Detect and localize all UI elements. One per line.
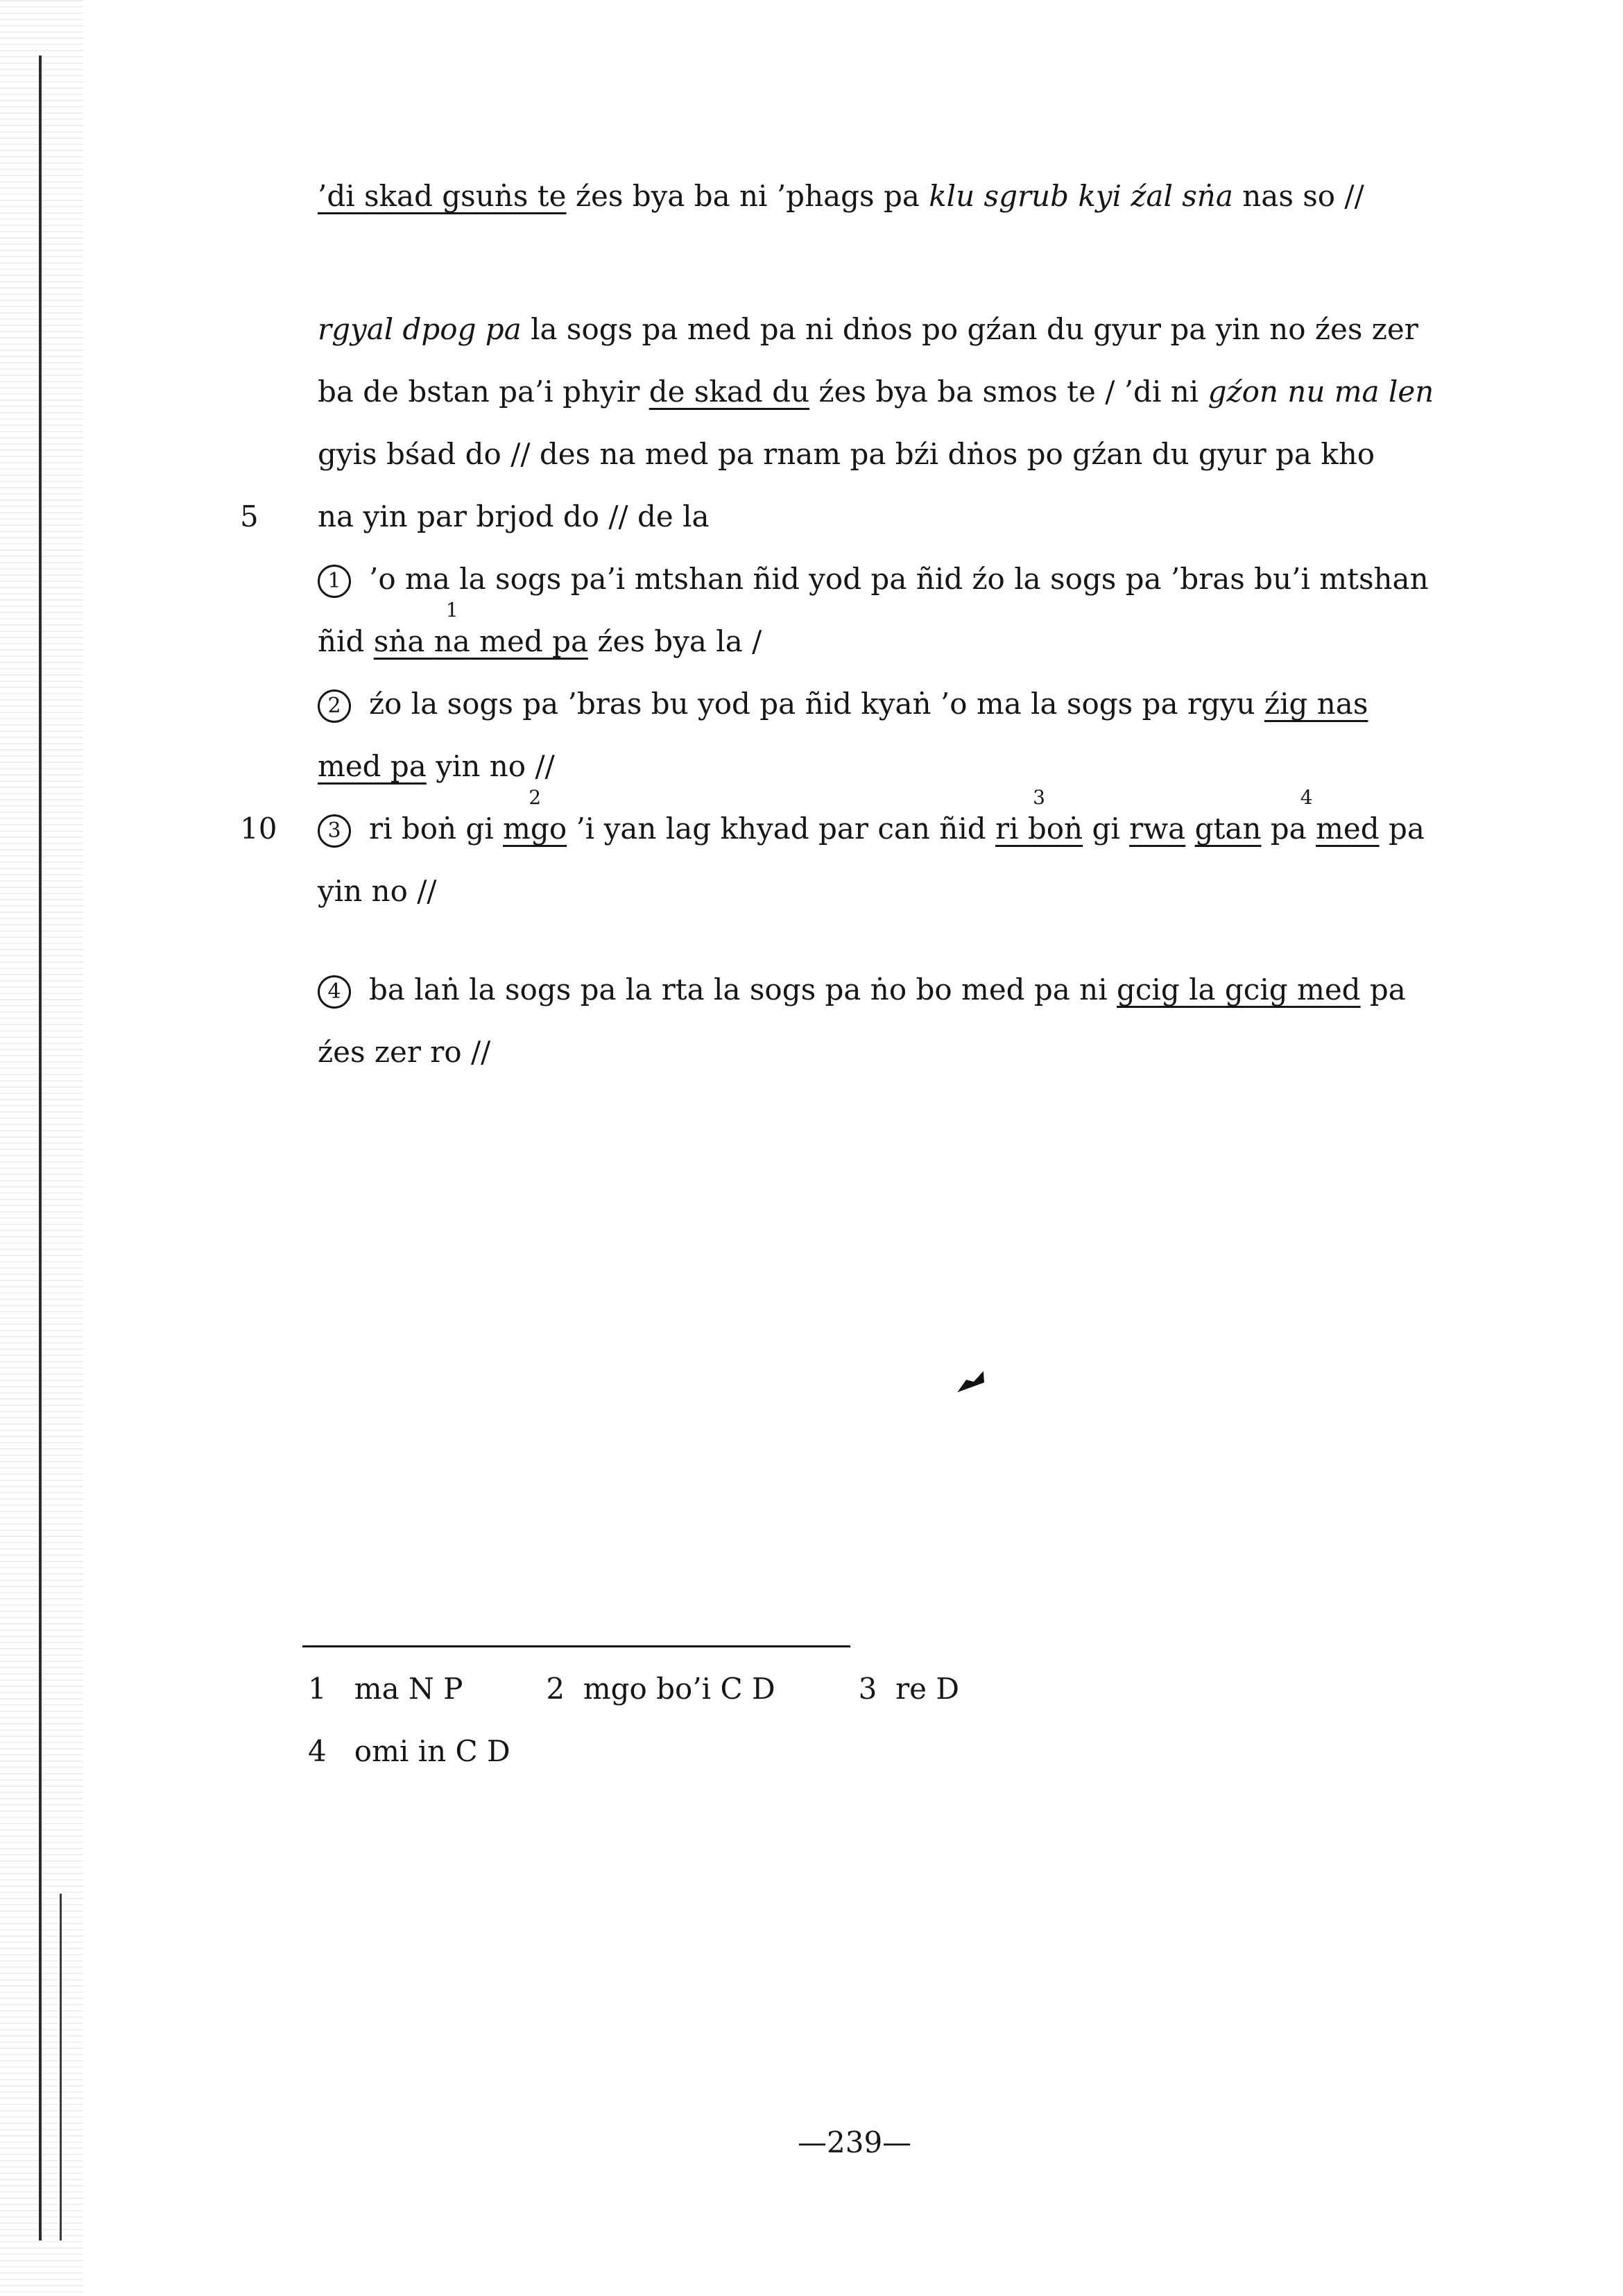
footnote-ref-4: 4 (1300, 786, 1313, 809)
line-number-5: 5 (240, 499, 259, 533)
body-line-4: na yin par brjod do // de la (318, 499, 710, 533)
item-2-continuation: med pa yin no // (318, 749, 555, 783)
scan-edge-shading (0, 0, 83, 2296)
item-1: 1 ’o ma la sogs pa’i mtshan ñid yod pa ñid źo la sogs pa ’bras bu’i mtshan (318, 565, 1429, 598)
item-3: 3 ri boṅ gi mgo 2 ’i yan lag khyad par can ñid ri boṅ 3 gi rwa gtan pa 4 med pa (318, 814, 1425, 848)
footnote-ref-2: 2 (529, 786, 542, 809)
footnote-4: 4 omi in C D (308, 1734, 510, 1768)
item-3-continuation: yin no // (318, 874, 437, 908)
item-4-continuation: źes zer ro // (318, 1035, 491, 1069)
body-line-3: gyis bśad do // des na med pa rnam pa bźi dṅos po gźan du gyur pa kho (318, 437, 1375, 471)
heading-underlined-phrase: ’di skad gsuṅs te (318, 179, 567, 213)
item-2: 2 źo la sogs pa ’bras bu yod pa ñid kyaṅ ’o ma la sogs pa rgyu źig nas (318, 689, 1368, 723)
footnotes-row-2 (308, 1734, 594, 1768)
footnote-2: 2 mgo bo’i C D (546, 1672, 775, 1706)
line-number-10: 10 (240, 812, 277, 846)
item-4: 4 ba laṅ la sogs pa la rta la sogs pa ṅo bo med pa ni gcig la gcig med pa (318, 975, 1406, 1009)
item-1-continuation: ñid sṅa na 1 med pa źes bya la / (318, 599, 762, 658)
circled-number-1: 1 (318, 565, 351, 598)
ink-mark (954, 1371, 988, 1393)
footnote-1: 1 ma N P (308, 1672, 463, 1706)
body-line-2: ba de bstan pa’i phyir de skad du źes bya ba smos te / ’di ni gźon nu ma len (318, 375, 1434, 409)
footnotes-row-1 (308, 1674, 959, 1704)
footnote-ref-1: 1 (445, 599, 458, 622)
heading-italic-name: klu sgrub kyi źal sṅa (929, 179, 1233, 213)
heading-line: ’di skad gsuṅs te źes bya ba ni ’phags pa klu sgrub kyi źal sṅa nas so // (318, 179, 1364, 213)
page-number: —239— (798, 2125, 912, 2159)
footnote-ref-3: 3 (1033, 786, 1045, 809)
body-line-1: rgyal dpog pa la sogs pa med pa ni dṅos po gźan du gyur pa yin no źes zer (318, 312, 1418, 346)
circled-number-4: 4 (318, 975, 351, 1009)
footnote-3: 3 re D (858, 1672, 960, 1706)
binding-margin-rule (39, 55, 42, 2241)
circled-number-2: 2 (318, 689, 351, 723)
footnote-rule (302, 1645, 850, 1647)
circled-number-3: 3 (318, 814, 351, 848)
binding-margin-rule-lower (60, 1894, 62, 2241)
